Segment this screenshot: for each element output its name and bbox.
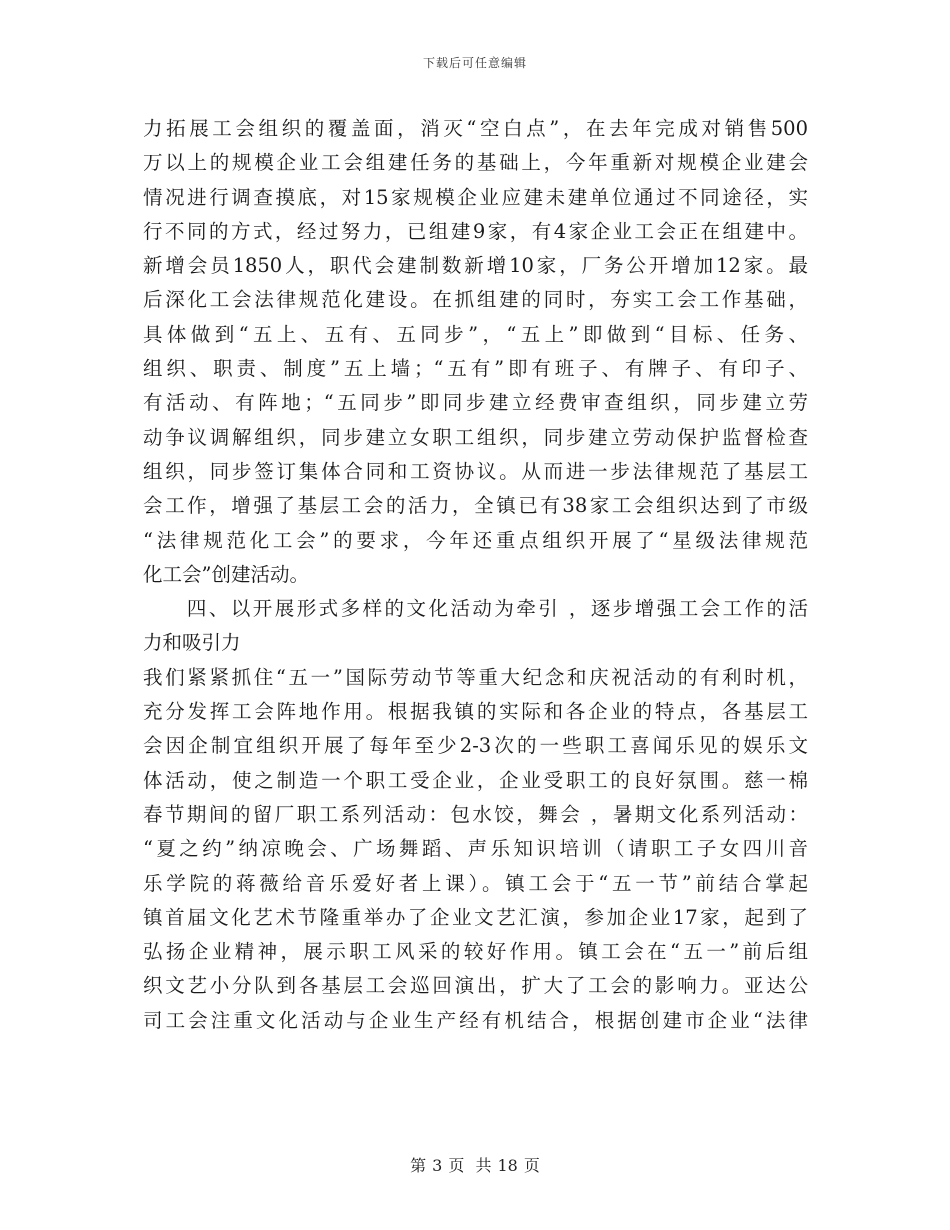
text-line: 镇首届文化艺术节隆重举办了企业文艺汇演，参加企业17家，起到了 [143,905,808,929]
text-line: 新增会员1850人，职代会建制数新增10家，厂务公开增加12家。最 [143,254,808,278]
text-line: 动争议调解组织，同步建立女职工组织，同步建立劳动保护监督检查 [143,425,808,449]
text-line: 会因企制宜组织开展了每年至少2-3次的一些职工喜闻乐见的娱乐文 [143,734,808,758]
text-line: “法律规范化工会”的要求，今年还重点组织开展了“星级法律规范 [143,528,808,552]
text-line: 会工作，增强了基层工会的活力，全镇已有38家工会组织达到了市级 [143,494,808,518]
text-line: 有活动、有阵地；“五同步”即同步建立经费审查组织，同步建立劳 [143,391,808,415]
footer-prefix: 第 [410,1156,427,1175]
text-line: 万以上的规模企业工会组建任务的基础上，今年重新对规模企业建会 [143,151,808,175]
text-line: 组织，同步签订集体合同和工资协议。从而进一步法律规范了基层工 [143,459,808,483]
text-line: 我们紧紧抓住“五一”国际劳动节等重大纪念和庆祝活动的有利时机， [143,665,808,689]
footer-middle: 页 共 [448,1156,492,1175]
page-number: 3 [432,1156,443,1175]
text-line: 组织、职责、制度”五上墙；“五有”即有班子、有牌子、有印子、 [143,357,808,381]
section-heading-line: 力和吸引力 [143,631,241,655]
total-pages: 18 [497,1156,518,1175]
text-line: 力拓展工会组织的覆盖面，消灭“空白点”，在去年完成对销售500 [143,117,808,140]
text-line: 体活动，使之制造一个职工受企业，企业受职工的良好氛围。慈一棉 [143,768,808,792]
text-line: 后深化工会法律规范化建设。在抓组建的同时，夯实工会工作基础， [143,288,808,312]
text-line: 行不同的方式，经过努力，已组建9家，有4家企业工会正在组建中。 [143,219,808,243]
text-line: 春节期间的留厂职工系列活动：包水饺，舞会 ，暑期文化系列活动： [143,802,808,826]
text-line: 织文艺小分队到各基层工会巡回演出，扩大了工会的影响力。亚达公 [143,974,808,998]
text-line: 情况进行调查摸底，对15家规模企业应建未建单位通过不同途径，实 [143,185,808,209]
text-line: 弘扬企业精神，展示职工风采的较好作用。镇工会在“五一”前后组 [143,940,808,964]
text-line: “夏之约”纳凉晚会、广场舞蹈、声乐知识培训（请职工子女四川音 [143,837,808,861]
text-line: 具体做到“五上、五有、五同步”，“五上”即做到“目标、任务、 [143,322,808,346]
text-line: 化工会”创建活动。 [143,562,309,586]
page-header: 下载后可任意编辑 [422,56,527,70]
section-heading-line: 四、以开展形式多样的文化活动为牵引 ，逐步增强工会工作的活 [143,597,808,621]
text-line: 司工会注重文化活动与企业生产经有机结合，根据创建市企业“法律 [143,1008,808,1032]
text-line: 乐学院的蒋薇给音乐爱好者上课）。镇工会于“五一节”前结合掌起 [143,871,808,895]
footer-suffix: 页 [523,1156,540,1175]
page-footer [0,1153,950,1176]
document-body [143,112,808,1038]
text-line: 充分发挥工会阵地作用。根据我镇的实际和各企业的特点，各基层工 [143,700,808,724]
